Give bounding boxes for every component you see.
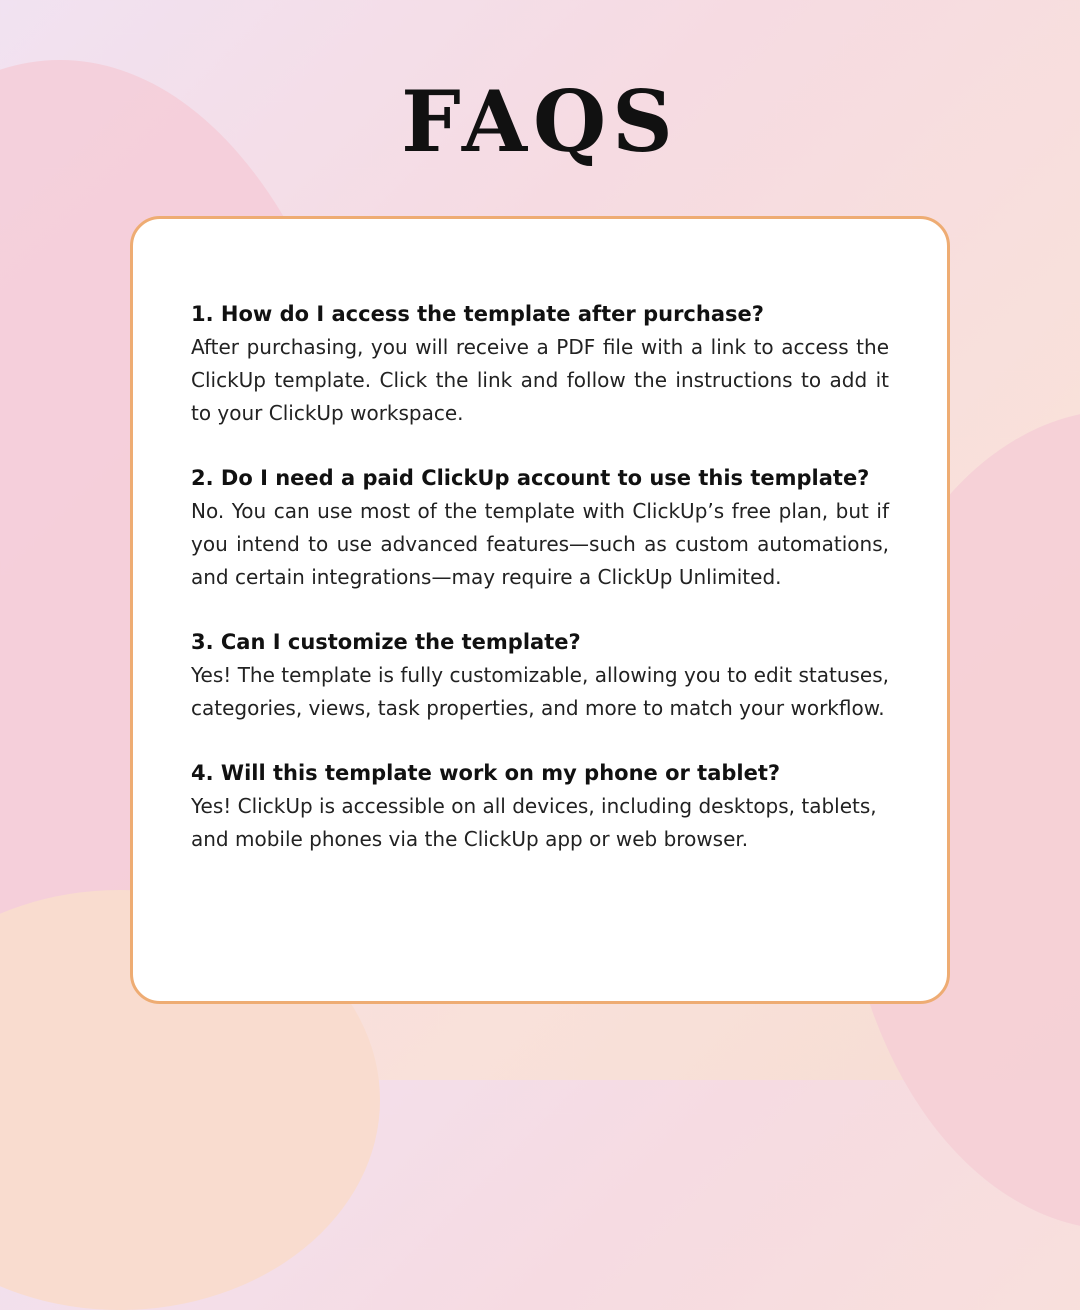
faq-item-3 (191, 626, 889, 725)
faq-answer-3: Yes! The template is fully customizable, allowing you to edit statuses, categories, views, task properties, and more to match your workflow. (191, 663, 889, 720)
faq-question-4: 4. Will this template work on my phone or tablet? (191, 761, 781, 785)
faq-item-4 (191, 757, 889, 856)
faq-question-2: 2. Do I need a paid ClickUp account to use this template? (191, 466, 870, 490)
faq-item-2 (191, 462, 889, 594)
faq-answer-2: No. You can use most of the template with ClickUp’s free plan, but if you intend to use advanced features—such as custom automations, and certain integrations—may require a ClickUp Unlimited. (191, 499, 889, 589)
page-title: FAQS (401, 72, 679, 171)
faq-question-3: 3. Can I customize the template? (191, 630, 581, 654)
faq-question-1: 1. How do I access the template after purchase? (191, 302, 764, 326)
faq-item-1 (191, 298, 889, 430)
faq-answer-1: After purchasing, you will receive a PDF file with a link to access the ClickUp template. Click the link and follow the instructions to add it to your ClickUp workspace. (191, 335, 889, 425)
faq-card (130, 216, 950, 1004)
faq-answer-4: Yes! ClickUp is accessible on all devices, including desktops, tablets, and mobile phones via the ClickUp app or web browser. (191, 794, 877, 851)
